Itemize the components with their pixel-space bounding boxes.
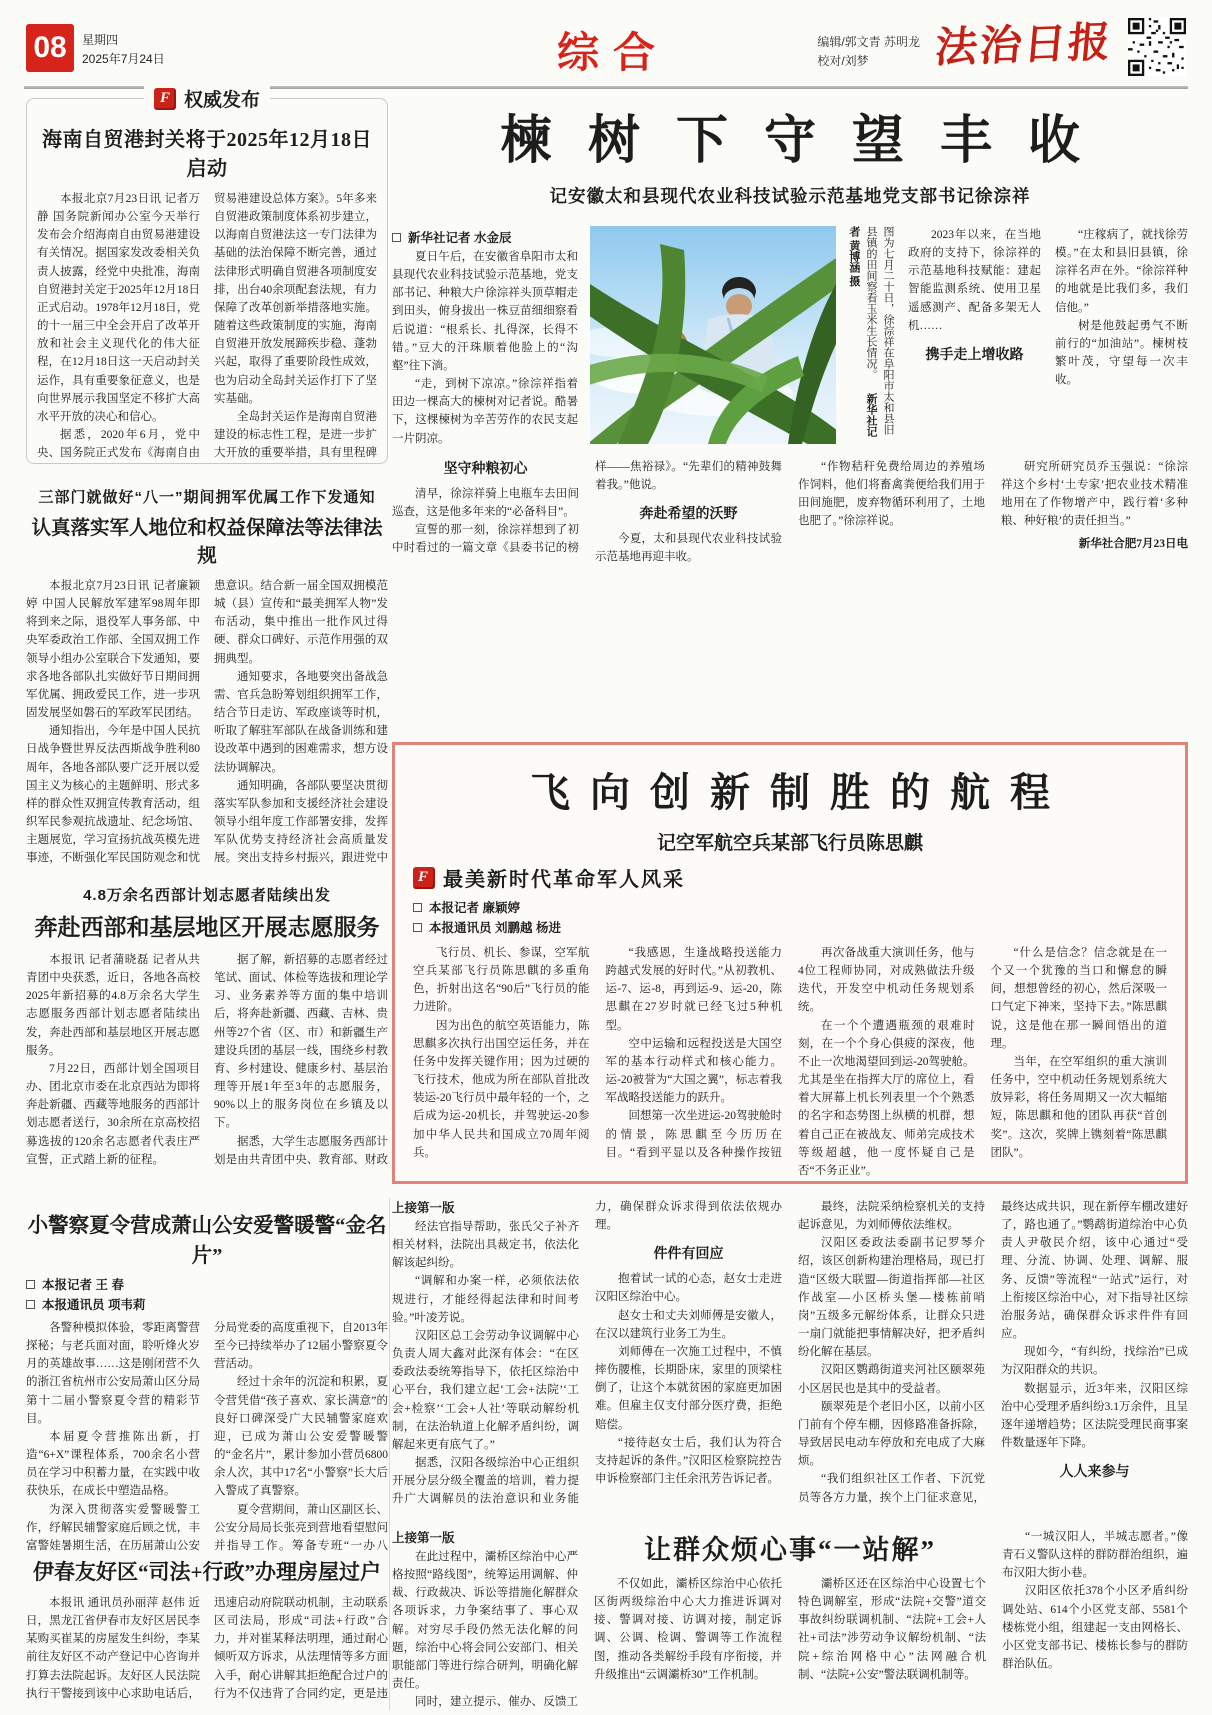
authority-release-text: 权威发布 [183,90,261,111]
column-rule [389,1198,390,1710]
harvest-subtitle: 记安徽太和县现代农业科技试验示范基地党支部书记徐淙祥 [549,186,1031,206]
harvest-subhead-1: 坚守种粮初心 [443,460,528,476]
hainan-headline: 海南自贸港封关将于2025年12月18日启动 [42,129,372,180]
baqiao-left-column: 上接第一版 在此过程中，灞桥区综治中心严格按照“路线图”，统筹运用调解、仲裁、行政裁决、诉讼等措施化解群众各项诉求，力争案结事了、事心双解。对穷尽手段仍然无法化解的问题，综治中心将会同公安部门、相关职能部门等进行综合研判，明确化解责任。 同时，建立提示、催办、反馈工 [392,1528,578,1710]
xibu-headline: 奔赴西部和基层地区开展志愿服务 [34,915,380,940]
caption-text: 图为七月二十日，徐淙祥在阜阳市太和县旧县镇的田间察看玉米生长情况。 [864,226,894,435]
weekday-label: 星期四 [82,33,119,47]
harvest-headline: 楝树下守望丰收 [499,112,1116,170]
camp-byline-1: 本报记者 王 春 [26,1275,388,1293]
square-bullet-icon [26,1280,35,1289]
field-photo [590,226,836,444]
article-bayi [26,486,388,874]
fazhihao-logo-icon: F [413,867,435,889]
date-label: 2025年7月24日 [82,51,165,66]
masthead-logo: 法治日报 [933,19,1114,73]
continued-label: 上接第一版 [392,1531,455,1545]
xibu-body: 本报讯 记者蒲晓磊 记者从共青团中央获悉，近日，各地各高校2025年新招募的4.8万余名大学生志愿服务西部计划志愿者陆续出发，奔赴西部和基层地区开展志愿服务。 7月22日，西部计划全国项目办、团北京市委在北京西站为即将奔赴新疆、西藏等地服务的西部计划志愿者送行，30余所在京高校招募选拔的120余名志愿者代表庄严宣誓，正式踏上新的征程。 据了解，新招募的志愿者经过笔试、面试、体检等选拔和理论学习、业务素养等方面的集中培训后，将奔赴新疆、西藏、吉林、贵州等27个省（区、市）和新疆生产建设兵团的基层一线，围绕乡村教育、乡村建设、健康乡村、基层治理等开展1年至3年的志愿服务，90%以上的服务岗位在乡镇及以下。 据悉，大学生志愿服务西部计划是由共青团中央、教育部、财政 [26,954,388,1166]
hanyang-tail-column: “一城汉阳人，半城志愿者。”像青石义警队这样的群防群治组织，遍布汉阳大街小巷。 汉阳区依托378个小区矛盾纠纷调处站、614个小区党支部、5581个楼栋党小组，组建起一支由网格长、小区党支部书记、楼栋长参与的群防群治队伍。 [1002,1531,1188,1671]
section-title: 综合 [556,29,669,76]
square-bullet-icon [413,903,422,912]
authority-release-label [144,85,270,112]
yichun-headline: 伊春友好区“司法+行政”办理房屋过户 [33,1560,381,1584]
pilot-body-left: 飞行员、机长、参谋，空军航空兵某部飞行员陈思麒的多重角色，折射出这名“90后”飞行员的能力进阶。 因为出色的航空英语能力，陈思麒多次执行出国空运任务，并在任务中发挥关键作用；因为过硬的飞行技术，他成为所在部队首批改装运-20飞行员中最年轻的一个，之后成为运-20机长，并驾驶运-20参加中华人民共和国成立70周年阅兵。 “我感恩，生逢战略投送能力跨越式发展的好时代。”从初教机、运-7、运-8，再到运-9、运-20，陈思麒在27岁时就已经飞过5种机型。 空中运输和远程投送是大国空军的基本行动样式和核心能力。运-20被誉为“大国之翼”，标志着我军战略投送能力的跃升。 回想第一次坐进运-20驾驶舱时的情景，陈思麒至今历历在目。“看到平显以及各种操作按钮 [413,947,782,1159]
pilot-byline-2: 本报通讯员 刘鹏越 杨进 [413,918,1167,936]
fazhihao-logo-icon: F [154,88,176,110]
harvest-subhead-2: 奔赴希望的沃野 [639,505,738,522]
hanyang-subhead-1: 件件有回应 [653,1245,724,1262]
pilot-subtitle: 记空军航空兵某部飞行员陈思麒 [656,833,923,854]
page-number-badge: 08 [26,24,74,72]
article-baqiao [594,1528,986,1710]
article-harvest [392,98,1188,734]
hanyang-columns-left: 上接第一版 经法官指导帮助，张氏父子补齐相关材料，法院出具裁定书，依法化解该起纠纷。 “调解和办案一样，必须依法依规进行，才能经得起法律和时间考验。”叶凌芳说。 汉阳区总工会劳动争议调解中心负责人周大鑫对此深有体会：“在区委政法委统筹指导下，依托区综治中心平台，我们建立起‘工会+法院’‘工会+检察’‘工会+人社’等联动解纷机制，在法治轨道上化解矛盾纠纷，调解起来更有底气了。” 据悉，汉阳各级综治中心正组织开展分层分级全覆盖的培训，着力提升广大调解员的法治意识和业务能力，确保群众诉求得到依法依规办理。 件件有回应 抱着试一试的心态，赵女士走进汉阳区综治中心。 赵女士和丈夫刘师傅是安徽人，在汉以建筑行业务工为生。 刘师傅在一次施工过程中，不慎摔伤腰椎，长期卧床，家里的顶梁柱倒了，让这个本就贫困的家庭更加困难。但雇主仅支付部分医疗费，拒绝赔偿。 “接待赵女士后，我们认为符合支持起诉的条件。”汉阳区检察院控告申诉检察部门主任余汛芳告诉记者。 [392,1198,782,1516]
qr-code-icon [1128,18,1186,76]
photo-caption [848,226,896,444]
harvest-top-row [392,226,1188,444]
pilot-byline-1: 本报记者 廉颖婷 [413,898,1167,916]
bayi-kicker: 三部门就做好“八一”期间拥军优属工作下发通知 [38,489,376,506]
square-bullet-icon [392,233,401,242]
editors-block [817,33,920,71]
baqiao-headline: 让群众烦心事“一站解” [644,1535,936,1565]
hanyang-columns-right: 最终，法院采纳检察机关的支持起诉意见，为刘师傅依法维权。 汉阳区委政法委副书记罗琴介绍，该区创新构建治理格局，现已打造“区级大联盟—街道指挥部—社区作战室—小区桥头堡—楼栋前哨岗”五级多元解纷体系，让群众只进一扇门就能把事情解决好，把矛盾纠纷化解在基层。 汉阳区鹦鹉街道夹河社区颐翠苑小区居民也是其中的受益者。 颐翠苑是个老旧小区，以前小区门前有个停车棚，因修路准备拆除，导致居民电动车停放和充电成了大麻烦。 “我们组织社区工作者、下沉党员等各方力量，挨个上门征求意见，最终达成共识，现在新停车棚改建好了，路也通了。”鹦鹉街道综治中心负责人尹敬民介绍，该中心通过“受理、分流、协调、处理、调解、服务、反馈”等流程“一站式”运行，对上衔接区综治中心，对下指导社区综治服务站，确保群众诉求件件有回应。 现如今，“有纠纷，找综治”已成为汉阳群众的共识。 数据显示，近3年来，汉阳区综治中心受理矛盾纠纷3.1万余件，且呈逐年递增趋势；区法院受理民商事案件数量逐年下降。 人人来参与 [798,1201,1188,1504]
pilot-meta [413,863,1167,936]
article-xibu [26,884,388,1184]
hanyang-subhead-2: 人人来参与 [1059,1463,1130,1480]
bayi-headline: 认真落实军人地位和权益保障法等法律法规 [31,518,383,567]
article-hanyang-continuation [392,1198,1188,1516]
harvest-byline: 新华社记者 水金辰 [392,228,578,246]
camp-headline: 小警察夏令营成萧山公安爱警暖警“金名片” [27,1215,387,1267]
camp-body: 各警种模拟体验，零距离警营探秘；与老兵面对面，聆听烽火岁月的英雄故事……这是刚闭营不久的浙江省杭州市公安局萧山区分局第十二届小警察夏令营的精彩节目。 本届夏令营推陈出新，打造“6+X”课程体系，700余名小营员在学习中积蓄力量，在实践中收获快乐，在成长中塑造品格。 为深入贯彻落实爱警暖警工作，纾解民辅警家庭后顾之忧，丰富警娃暑期生活，在历届萧山公安分局党委的高度重视下，自2013年至今已持续举办了12届小警察夏令营活动。 经过十余年的沉淀和积累，夏令营凭借“孩子喜欢、家长满意”的良好口碑深受广大民辅警家庭欢迎，已成为萧山公安爱警暖警的“金名片”，累计参加小营员6800余人次，其中17名“小警察”长大后入警成了真警察。 夏令营期间，萧山区副区长、公安分局局长张亮到营地看望慰问并指导工作。筹备专班“一办八 [26,1322,388,1552]
bayi-body: 本报北京7月23日讯 记者廉颖婷 中国人民解放军建军98周年即将到来之际，退役军人事务部、中央军委政治工作部、全国双拥工作领导小组办公室联合下发通知，要求各地各部队扎实做好节日期间拥军优属、拥政爱民工作，进一步巩固发展坚如磐石的军政军民团结。 通知指出，今年是中国人民抗日战争暨世界反法西斯战争胜利80周年，各地各部队要广泛开展以爱国主义为核心的主题鲜明、形式多样的群众性双拥宣传教育活动，组织军民参观抗战遗址、纪念场馆、主题展览，学习宣扬抗战英模先进事迹，不断强化军民国防观念和忧患意识。结合新一届全国双拥模范城（县）宣传和“最美拥军人物”发布活动，集中推出一批作风过得硬、群众口碑好、示范作用强的双拥典型。 通知要求，各地要突出备战急需、官兵急盼筹划组织拥军工作，结合节日走访、军政座谈等时机，听取了解驻军部队在战备训练和建设改革中遇到的困难需求，想方设法协调解决。 通知明确，各部队要坚决贯彻落实军队参加和支援经济社会建设领导小组年度工作部署安排，发挥军队优势支持经济社会高质量发展。突出支持乡村振兴，跟进党中 [26,580,388,865]
xibu-kicker: 4.8万余名西部计划志愿者陆续出发 [83,887,331,904]
harvest-intro-column: 新华社记者 水金辰 夏日午后，在安徽省阜阳市太和县现代农业科技试验示范基地，党支部书记、种粮大户徐淙祥头顶草帽走到田头，俯身拔出一株豆苗细细察看后说道：“根系长、扎得深，长得不错。”豆大的汗珠顺着他脸上的“沟壑”往下淌。 “走，到树下凉凉。”徐淙祥指着田边一棵高大的楝树对记者说。酷暑下，这棵楝树为辛苦劳作的农民支起一片阴凉。 [392,226,578,444]
pilot-body [413,944,1167,1198]
editor-line: 编辑/郭文青 苏明龙 [817,35,920,49]
article-hainan [26,90,388,464]
pilot-body-right: 再次备战重大演训任务，他与4位工程师协同，对成熟做法升级迭代，开发空中机动任务规划系统。 在一个个遭遇瓶颈的艰难时刻，在一个个身心俱疲的深夜，他不止一次地渴望回到运-20驾驶舱。尤其是坐在指挥大厅的席位上，看着大屏幕上机长列表里一个个熟悉的名字和态势图上纵横的机群，想着自己正在被战友、师弟完成技术等级超越，他一度怀疑自己是否“不务正业”。 “什么是信念？信念就是在一个又一个犹豫的当口和懈怠的瞬间，想想曾经的初心，然后深吸一口气定下神来，坚持下去。”陈思麒说，这是他在那一瞬间悟出的道理。 当年，在空军组织的重大演训任务中，空中机动任务规划系统大放异彩，将任务周期又一次大幅缩短，陈思麒和他的团队再获“首创奖”。这次，奖牌上镌刻着“陈思麒团队”。 [798,947,1167,1177]
caption-credit: 新华社记者 黄博涵 摄 [848,226,877,437]
bottom-row [392,1528,1188,1710]
article-pilot [392,742,1188,1184]
baqiao-body: 不仅如此，灞桥区综治中心依托区街两级综治中心大力推进诉调对接、警调对接、访调对接，制定诉调、公调、检调、警调等工作流程图，推动各类解纷手段有序衔接，并升级推出“云调灞桥30”工作机制。 灞桥区还在区综治中心设置七个特色调解室，形成“法院+交警”道交事故纠纷联调机制、“法院+工会+人社+司法”涉劳动争议解纷机制、“法院+综治网格中心”法网融合机制、“法院+公安”警法联调机制等。 [594,1578,986,1681]
pilot-headline: 飞向创新制胜的航程 [530,770,1070,815]
article-yichun [26,1556,388,1710]
hero-series-label: F 最美新时代革命军人风采 [413,863,1167,892]
article-camp [26,1208,388,1552]
square-bullet-icon [26,1300,35,1309]
hainan-body: 本报北京7月23日讯 记者万静 国务院新闻办公室今天举行发布会介绍海南自由贸易港建设有关情况。据国家发改委相关负责人披露，经党中央批准，海南自贸港封关定于2025年12月18日正式启动。1978年12月18日，党的十一届三中全会开启了改革开放和社会主义现代化的伟大征程，在12月18日这一天启动封关运作，具有重要象征意义，也是向世界展示我国坚定不移扩大高水平开放的决心和信心。 据悉，2020年6月，党中央、国务院正式发布《海南自由贸易港建设总体方案》。5年多来自贸港政策制度体系初步建立，以海南自贸港法这一专门法律为基础的法治保障不断完善，通过法律形式明确自贸港各项制度安排，出台40余项配套法规，有力保障了改革创新举措落地实施。随着这些政策制度的实施，海南自贸港开放发展蹄疾步稳、蓬勃兴起，取得了重要阶段性成效，也为启动全岛封关运作打下了坚实基础。 全岛封关运作是海南自贸港建设的标志性工程，是进一步扩大开放的重要举措，具有里程碑 [37,193,377,460]
harvest-lower-body: 坚守种粮初心 清早，徐淙祥骑上电瓶车去田间巡查，这是他多年来的“必备科目”。 宣誓的那一刻，徐淙祥想到了初中时看过的一篇文章《县委书记的榜样——焦裕禄》。“先辈们的精神鼓舞着我。”他说。 奔赴希望的沃野 今夏，太和县现代农业科技试验示范基地再迎丰收。 “作物秸秆免费给周边的养殖场作饲料，他们将畜禽粪便给我们用于田间施肥，废弃物循环利用了，土地也肥了。”徐淙祥说。 研究所研究员乔玉强说：“徐淙祥这个乡村‘土专家’把农业技术精准地用在了作物增产中，践行着‘多种粮、种好粮’的责任担当。” 新华社合肥7月23日电 [392,460,1188,564]
yichun-body: 本报讯 通讯员孙丽萍 赵伟 近日，黑龙江省伊春市友好区居民李某购买崔某的房屋发生纠纷，李某前往友好区不动产登记中心咨询并打算去法院起诉。友好区人民法院执行干警接到该中心求助电话后，迅速启动府院联动机制，主动联系区司法局，形成“司法+行政”合力，并对崔某释法明理，通过耐心倾听双方诉求，从法理情等多方面入手，耐心讲解其拒绝配合过户的行为不仅违背了合同约定，更是违 [26,1597,388,1700]
harvest-signoff: 新华社合肥7月23日电 [1078,537,1188,550]
square-bullet-icon [413,923,422,932]
proofread-line: 校对/刘梦 [817,54,869,69]
continued-label: 上接第一版 [392,1201,455,1215]
camp-byline-2: 本报通讯员 项韦莉 [26,1295,388,1313]
harvest-right-column: 2023年以来，在当地政府的支持下，徐淙祥的示范基地科技赋能：建起智能监测系统、使用卫星遥感测产、配备多架无人机…… 携手走上增收路 “庄稼病了，就找徐劳模。”在太和县旧县镇，徐淙祥名声在外。“徐淙祥种的地就是比我们多，我们信他。” 树是他鼓起勇气不断前行的“加油站”。楝树枝繁叶茂，守望每一次丰收。 [908,229,1188,387]
harvest-subhead-3: 携手走上增收路 [925,345,1024,362]
